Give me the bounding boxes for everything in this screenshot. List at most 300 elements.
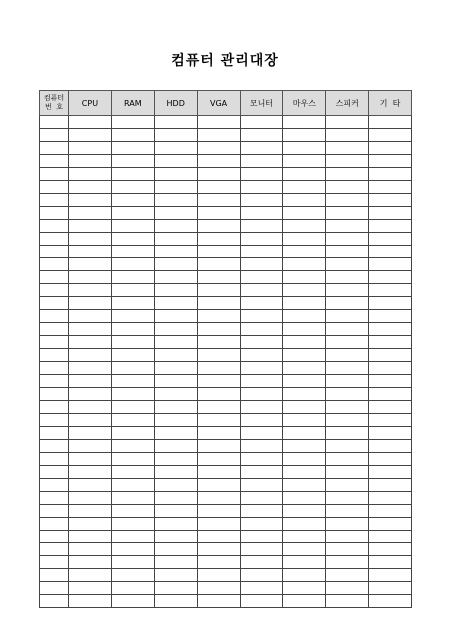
table-cell	[369, 349, 412, 362]
table-cell	[283, 180, 326, 193]
table-cell	[197, 336, 240, 349]
table-cell	[283, 452, 326, 465]
table-cell	[326, 569, 369, 582]
table-cell	[369, 193, 412, 206]
table-cell	[369, 271, 412, 284]
table-cell	[154, 452, 197, 465]
table-cell	[240, 517, 283, 530]
table-cell	[154, 582, 197, 595]
table-cell	[69, 491, 112, 504]
table-cell	[69, 595, 112, 608]
table-cell	[111, 128, 154, 141]
table-cell	[69, 452, 112, 465]
table-cell	[369, 310, 412, 323]
table-cell	[111, 504, 154, 517]
table-cell	[40, 582, 69, 595]
table-cell	[69, 362, 112, 375]
table-cell	[240, 323, 283, 336]
table-cell	[197, 323, 240, 336]
table-cell	[40, 167, 69, 180]
table-cell	[197, 128, 240, 141]
table-cell	[283, 465, 326, 478]
table-cell	[40, 452, 69, 465]
table-cell	[69, 426, 112, 439]
table-cell	[326, 349, 369, 362]
table-cell	[197, 452, 240, 465]
table-cell	[283, 349, 326, 362]
table-cell	[283, 556, 326, 569]
table-cell	[369, 219, 412, 232]
table-cell	[111, 271, 154, 284]
table-cell	[69, 530, 112, 543]
table-cell	[197, 154, 240, 167]
table-cell	[69, 323, 112, 336]
table-cell	[283, 232, 326, 245]
table-cell	[283, 167, 326, 180]
table-row	[40, 569, 412, 582]
table-row	[40, 595, 412, 608]
table-row	[40, 504, 412, 517]
table-row	[40, 478, 412, 491]
table-cell	[40, 258, 69, 271]
header-computer-number-line2: 번 호	[45, 103, 63, 111]
table-cell	[326, 219, 369, 232]
table-row	[40, 582, 412, 595]
table-cell	[40, 375, 69, 388]
table-row	[40, 452, 412, 465]
table-cell	[326, 141, 369, 154]
table-cell	[111, 569, 154, 582]
header-vga: VGA	[197, 91, 240, 116]
table-cell	[69, 219, 112, 232]
table-row	[40, 271, 412, 284]
table-cell	[240, 543, 283, 556]
table-row	[40, 465, 412, 478]
table-cell	[326, 167, 369, 180]
table-cell	[369, 297, 412, 310]
table-cell	[40, 556, 69, 569]
table-cell	[240, 452, 283, 465]
table-cell	[154, 362, 197, 375]
table-cell	[40, 193, 69, 206]
table-cell	[283, 116, 326, 129]
table-cell	[154, 128, 197, 141]
table-cell	[283, 128, 326, 141]
table-cell	[369, 517, 412, 530]
table-cell	[197, 310, 240, 323]
table-cell	[40, 362, 69, 375]
table-cell	[283, 413, 326, 426]
table-row	[40, 284, 412, 297]
table-cell	[369, 595, 412, 608]
table-cell	[40, 504, 69, 517]
table-cell	[283, 245, 326, 258]
table-row	[40, 543, 412, 556]
table-cell	[111, 491, 154, 504]
table-cell	[69, 349, 112, 362]
table-cell	[154, 180, 197, 193]
table-row	[40, 362, 412, 375]
table-cell	[283, 297, 326, 310]
header-other: 기 타	[369, 91, 412, 116]
table-cell	[154, 297, 197, 310]
table-cell	[326, 452, 369, 465]
table-cell	[197, 569, 240, 582]
table-cell	[40, 180, 69, 193]
table-cell	[283, 206, 326, 219]
table-cell	[240, 400, 283, 413]
table-cell	[369, 180, 412, 193]
table-cell	[69, 375, 112, 388]
table-cell	[369, 336, 412, 349]
table-cell	[326, 400, 369, 413]
table-cell	[111, 543, 154, 556]
table-cell	[326, 478, 369, 491]
table-cell	[240, 193, 283, 206]
table-cell	[326, 595, 369, 608]
table-cell	[69, 206, 112, 219]
table-cell	[69, 193, 112, 206]
table-cell	[154, 154, 197, 167]
table-row	[40, 530, 412, 543]
table-cell	[197, 193, 240, 206]
table-cell	[283, 569, 326, 582]
table-cell	[197, 491, 240, 504]
table-cell	[154, 595, 197, 608]
table-cell	[69, 232, 112, 245]
table-cell	[326, 284, 369, 297]
table-cell	[197, 465, 240, 478]
table-cell	[326, 258, 369, 271]
table-cell	[69, 310, 112, 323]
table-cell	[326, 323, 369, 336]
table-cell	[197, 478, 240, 491]
table-cell	[40, 349, 69, 362]
table-cell	[326, 582, 369, 595]
table-cell	[111, 323, 154, 336]
table-cell	[240, 141, 283, 154]
table-cell	[326, 193, 369, 206]
table-cell	[326, 517, 369, 530]
table-cell	[69, 116, 112, 129]
document-title: 컴퓨터 관리대장	[171, 53, 279, 69]
table-row	[40, 193, 412, 206]
table-cell	[40, 388, 69, 401]
table-cell	[40, 595, 69, 608]
table-cell	[69, 517, 112, 530]
table-cell	[283, 543, 326, 556]
table-cell	[283, 530, 326, 543]
table-row	[40, 517, 412, 530]
table-cell	[283, 284, 326, 297]
table-cell	[111, 219, 154, 232]
table-cell	[240, 595, 283, 608]
table-cell	[111, 426, 154, 439]
table-cell	[40, 245, 69, 258]
table-cell	[369, 388, 412, 401]
table-cell	[326, 232, 369, 245]
header-monitor: 모니터	[240, 91, 283, 116]
table-cell	[240, 154, 283, 167]
table-cell	[111, 400, 154, 413]
table-cell	[111, 336, 154, 349]
table-cell	[111, 362, 154, 375]
table-cell	[154, 556, 197, 569]
table-row	[40, 413, 412, 426]
table-cell	[154, 400, 197, 413]
table-cell	[283, 154, 326, 167]
table-row	[40, 375, 412, 388]
table-row	[40, 141, 412, 154]
table-cell	[40, 400, 69, 413]
table-cell	[69, 465, 112, 478]
table-cell	[69, 556, 112, 569]
table-cell	[154, 271, 197, 284]
table-cell	[69, 128, 112, 141]
table-cell	[69, 400, 112, 413]
table-cell	[326, 439, 369, 452]
table-cell	[369, 400, 412, 413]
header-cpu: CPU	[69, 91, 112, 116]
table-cell	[154, 478, 197, 491]
table-cell	[40, 517, 69, 530]
table-cell	[154, 413, 197, 426]
table-cell	[369, 530, 412, 543]
table-cell	[283, 582, 326, 595]
table-cell	[111, 595, 154, 608]
table-cell	[40, 491, 69, 504]
table-cell	[197, 388, 240, 401]
table-cell	[240, 569, 283, 582]
header-hdd: HDD	[154, 91, 197, 116]
table-cell	[369, 154, 412, 167]
table-row	[40, 232, 412, 245]
table-cell	[69, 284, 112, 297]
table-cell	[40, 465, 69, 478]
table-row	[40, 154, 412, 167]
table-cell	[283, 595, 326, 608]
table-cell	[111, 517, 154, 530]
table-cell	[240, 478, 283, 491]
table-cell	[283, 310, 326, 323]
table-cell	[111, 388, 154, 401]
table-cell	[111, 452, 154, 465]
table-row	[40, 180, 412, 193]
table-cell	[40, 128, 69, 141]
table-cell	[69, 141, 112, 154]
table-cell	[197, 426, 240, 439]
table-cell	[326, 362, 369, 375]
table-cell	[111, 465, 154, 478]
table-cell	[40, 426, 69, 439]
table-cell	[40, 478, 69, 491]
table-cell	[40, 271, 69, 284]
table-cell	[40, 310, 69, 323]
table-cell	[326, 128, 369, 141]
table-row	[40, 388, 412, 401]
table-cell	[326, 206, 369, 219]
table-cell	[283, 400, 326, 413]
table-cell	[197, 167, 240, 180]
table-cell	[111, 232, 154, 245]
table-cell	[326, 491, 369, 504]
table-cell	[69, 582, 112, 595]
table-cell	[154, 232, 197, 245]
table-cell	[283, 478, 326, 491]
table-cell	[154, 388, 197, 401]
header-ram: RAM	[111, 91, 154, 116]
table-cell	[197, 284, 240, 297]
table-cell	[154, 245, 197, 258]
table-cell	[111, 141, 154, 154]
table-cell	[369, 439, 412, 452]
table-cell	[69, 569, 112, 582]
table-cell	[111, 116, 154, 129]
table-cell	[326, 530, 369, 543]
table-cell	[69, 258, 112, 271]
table-cell	[369, 491, 412, 504]
table-cell	[369, 504, 412, 517]
table-cell	[240, 336, 283, 349]
table-cell	[369, 141, 412, 154]
computer-ledger-table	[39, 90, 412, 608]
table-cell	[369, 452, 412, 465]
table-cell	[240, 258, 283, 271]
table-cell	[369, 128, 412, 141]
table-cell	[197, 582, 240, 595]
table-cell	[369, 284, 412, 297]
table-cell	[111, 180, 154, 193]
table-cell	[69, 478, 112, 491]
table-cell	[197, 141, 240, 154]
table-row	[40, 297, 412, 310]
table-cell	[326, 310, 369, 323]
table-cell	[111, 167, 154, 180]
table-cell	[240, 206, 283, 219]
table-cell	[240, 530, 283, 543]
table-cell	[240, 128, 283, 141]
table-cell	[326, 154, 369, 167]
table-cell	[283, 219, 326, 232]
table-cell	[111, 284, 154, 297]
table-cell	[111, 439, 154, 452]
table-cell	[154, 219, 197, 232]
table-cell	[69, 388, 112, 401]
table-cell	[283, 141, 326, 154]
table-row	[40, 336, 412, 349]
table-cell	[283, 439, 326, 452]
table-cell	[69, 167, 112, 180]
table-cell	[369, 413, 412, 426]
table-cell	[326, 116, 369, 129]
table-cell	[111, 478, 154, 491]
table-cell	[326, 465, 369, 478]
table-cell	[154, 517, 197, 530]
table-cell	[197, 271, 240, 284]
table-cell	[197, 116, 240, 129]
table-cell	[197, 556, 240, 569]
table-cell	[369, 258, 412, 271]
table-cell	[369, 556, 412, 569]
table-cell	[154, 141, 197, 154]
table-cell	[197, 362, 240, 375]
table-cell	[197, 530, 240, 543]
table-cell	[369, 426, 412, 439]
table-cell	[111, 245, 154, 258]
table-cell	[197, 517, 240, 530]
table-cell	[40, 439, 69, 452]
table-cell	[283, 426, 326, 439]
table-cell	[154, 323, 197, 336]
table-cell	[369, 232, 412, 245]
table-cell	[197, 297, 240, 310]
table-cell	[197, 400, 240, 413]
table-cell	[40, 116, 69, 129]
table-cell	[197, 245, 240, 258]
table-cell	[369, 116, 412, 129]
table-cell	[69, 271, 112, 284]
table-cell	[240, 465, 283, 478]
table-cell	[240, 245, 283, 258]
table-cell	[111, 582, 154, 595]
table-cell	[283, 193, 326, 206]
table-cell	[369, 245, 412, 258]
table-row	[40, 245, 412, 258]
table-cell	[326, 336, 369, 349]
table-cell	[283, 388, 326, 401]
table-row	[40, 556, 412, 569]
table-cell	[283, 491, 326, 504]
table-cell	[283, 271, 326, 284]
table-cell	[240, 116, 283, 129]
table-cell	[154, 258, 197, 271]
table-cell	[111, 297, 154, 310]
table-cell	[69, 154, 112, 167]
table-cell	[369, 375, 412, 388]
table-row	[40, 349, 412, 362]
table-cell	[240, 491, 283, 504]
table-row	[40, 116, 412, 129]
table-cell	[326, 504, 369, 517]
table-cell	[40, 323, 69, 336]
table-cell	[154, 439, 197, 452]
table-row	[40, 323, 412, 336]
table-cell	[369, 543, 412, 556]
table-cell	[369, 569, 412, 582]
header-mouse: 마우스	[283, 91, 326, 116]
table-cell	[69, 336, 112, 349]
table-cell	[154, 336, 197, 349]
table-cell	[154, 426, 197, 439]
table-cell	[40, 232, 69, 245]
table-cell	[240, 426, 283, 439]
table-cell	[154, 543, 197, 556]
table-cell	[40, 284, 69, 297]
table-cell	[40, 206, 69, 219]
table-cell	[240, 582, 283, 595]
table-cell	[40, 413, 69, 426]
table-cell	[69, 180, 112, 193]
table-cell	[283, 258, 326, 271]
header-row	[40, 91, 412, 116]
table-cell	[154, 206, 197, 219]
table-cell	[369, 582, 412, 595]
table-cell	[240, 284, 283, 297]
table-cell	[111, 556, 154, 569]
header-computer-number	[40, 91, 69, 116]
table-cell	[326, 375, 369, 388]
table-cell	[40, 297, 69, 310]
